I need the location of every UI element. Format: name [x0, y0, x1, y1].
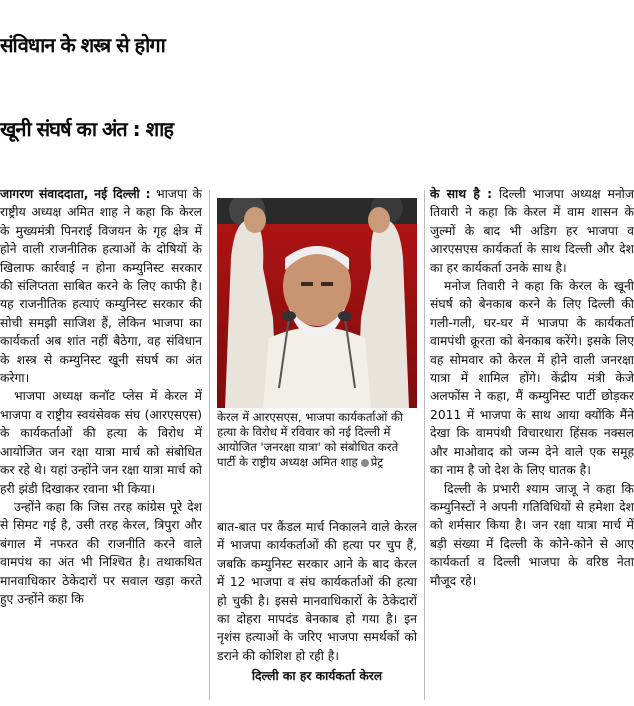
article-column-2	[217, 518, 417, 686]
column-divider-2	[424, 190, 425, 700]
article-column-3	[430, 185, 634, 590]
news-photo	[217, 198, 417, 408]
paragraph: दिल्ली भाजपा अध्यक्ष मनोज तिवारी ने कहा कि केरल में वाम शासन के जुल्मों के बाद भी अडिग हर भाजपा व आरएसएस कार्यकर्ता के साथ दिल्ली और देश का हर कार्यकर्ता उनके साथ है।	[430, 187, 634, 275]
speaker-photo-illustration	[217, 198, 417, 408]
photo-credit: प्रेट्र	[370, 455, 384, 469]
photo-caption	[217, 410, 417, 470]
column-divider-1	[209, 190, 210, 700]
subheading: दिल्ली का हर कार्यकर्ता केरल	[251, 669, 383, 684]
credit-bullet-icon	[361, 459, 369, 467]
subheading-continued: के साथ है :	[430, 187, 493, 201]
dateline: जागरण संवाददाता, नई दिल्ली :	[0, 187, 151, 201]
paragraph: मनोज तिवारी ने कहा कि केरल के खूनी संघर्ष को बेनकाब करने के लिए दिल्ली की गली-गली, घर-घर में भाजपा के कार्यकर्ता वामपंथी क्रूरता को बेनकाब करेंगे। इसके लिए वह सोमवार को केरल में होने वाली जनरक्षा यात्रा में शामिल होंगे। केंद्रीय मंत्री केजे अलफोंस ने कहा, मैं कम्युनिस्ट पार्टी छोड़कर 2011 में भाजपा के साथ आया क्योंकि मैंने देखा कि वामपंथी विचारधारा हिंसक नक्सल और माओवाद को जन्म देने वाले एक समूह का नाम है जो देश के लिए घातक है।	[430, 279, 634, 478]
caption-text: केरल में आरएसएस, भाजपा कार्यकर्ताओं की हत्या के विरोध में रविवार को नई दिल्ली में आयोजित 'जनरक्षा यात्रा' को संबोधित करते पार्टी के राष्ट्रीय अध्यक्ष अमित शाह	[217, 410, 403, 469]
paragraph: उन्होंने कहा कि जिस तरह कांग्रेस पूरे देश से सिमट गई है, उसी तरह केरल, त्रिपुरा और बंगाल में नफरत की राजनीति करने वाले वामपंथ का अंत भी निश्चित है। तथाकथित मानवाधिकार ठेकेदारों पर सवाल खड़ा करते हुए उन्होंने कहा कि	[0, 499, 202, 606]
article-column-1	[0, 185, 202, 608]
paragraph: भाजपा अध्यक्ष कनॉट प्लेस में केरल में भाजपा व राष्ट्रीय स्वयंसेवक संघ (आरएसएस) के कार्यकर्ताओं की हत्या के विरोध में आयोजित जन रक्षा यात्रा मार्च को संबोधित कर रहे थे। यहां उन्होंने जन रक्षा यात्रा मार्च को हरी झंडी दिखाकर रवाना भी किया।	[0, 389, 202, 496]
paragraph: बात-बात पर कैंडल मार्च निकालने वाले केरल में भाजपा कार्यकर्ताओं की हत्या पर चुप हैं, जबकि कम्युनिस्ट सरकार आने के बाद केरल में 12 भाजपा व संघ कार्यकर्ताओं की हत्या हो चुकी है। इससे मानवाधिकारों के ठेकेदारों का दोहरा मापदंड बेनकाब हो गया है। इन नृशंस हत्याओं के जरिए भाजपा समर्थकों को डराने की कोशिश हो रही है।	[217, 520, 417, 663]
headline-line-1: संविधान के शस्त्र से होगा	[0, 33, 165, 57]
paragraph: दिल्ली के प्रभारी श्याम जाजू ने कहा कि कम्युनिस्टों ने अपनी गतिविधियों से हमेशा देश को शर्मसार किया है। जन रक्षा यात्रा मार्च में बड़ी संख्या में दिल्ली के कोने-कोने से आए कार्यकर्ता व दिल्ली भाजपा के वरिष्ठ नेता मौजूद रहे।	[430, 481, 634, 588]
paragraph: भाजपा के राष्ट्रीय अध्यक्ष अमित शाह ने कहा कि केरल के मुख्यमंत्री पिनराई विजयन के गृह क्षेत्र में होने वाली राजनीतिक हत्याओं के दोषियों के खिलाफ कार्रवाई न होना कम्युनिस्ट सरकार की संलिप्तता साबित करने के लिए काफी है। यह राजनीतिक हत्याएं कम्युनिस्ट सरकार की सोची समझी साजिश हैं, लेकिन भाजपा का कार्यकर्ता अब शांत नहीं बैठेगा, वह संविधान के शस्त्र से कम्युनिस्ट खूनी संघर्ष का अंत करेगा।	[0, 187, 202, 386]
headline-line-2: खूनी संघर्ष का अंत : शाह	[0, 117, 173, 141]
